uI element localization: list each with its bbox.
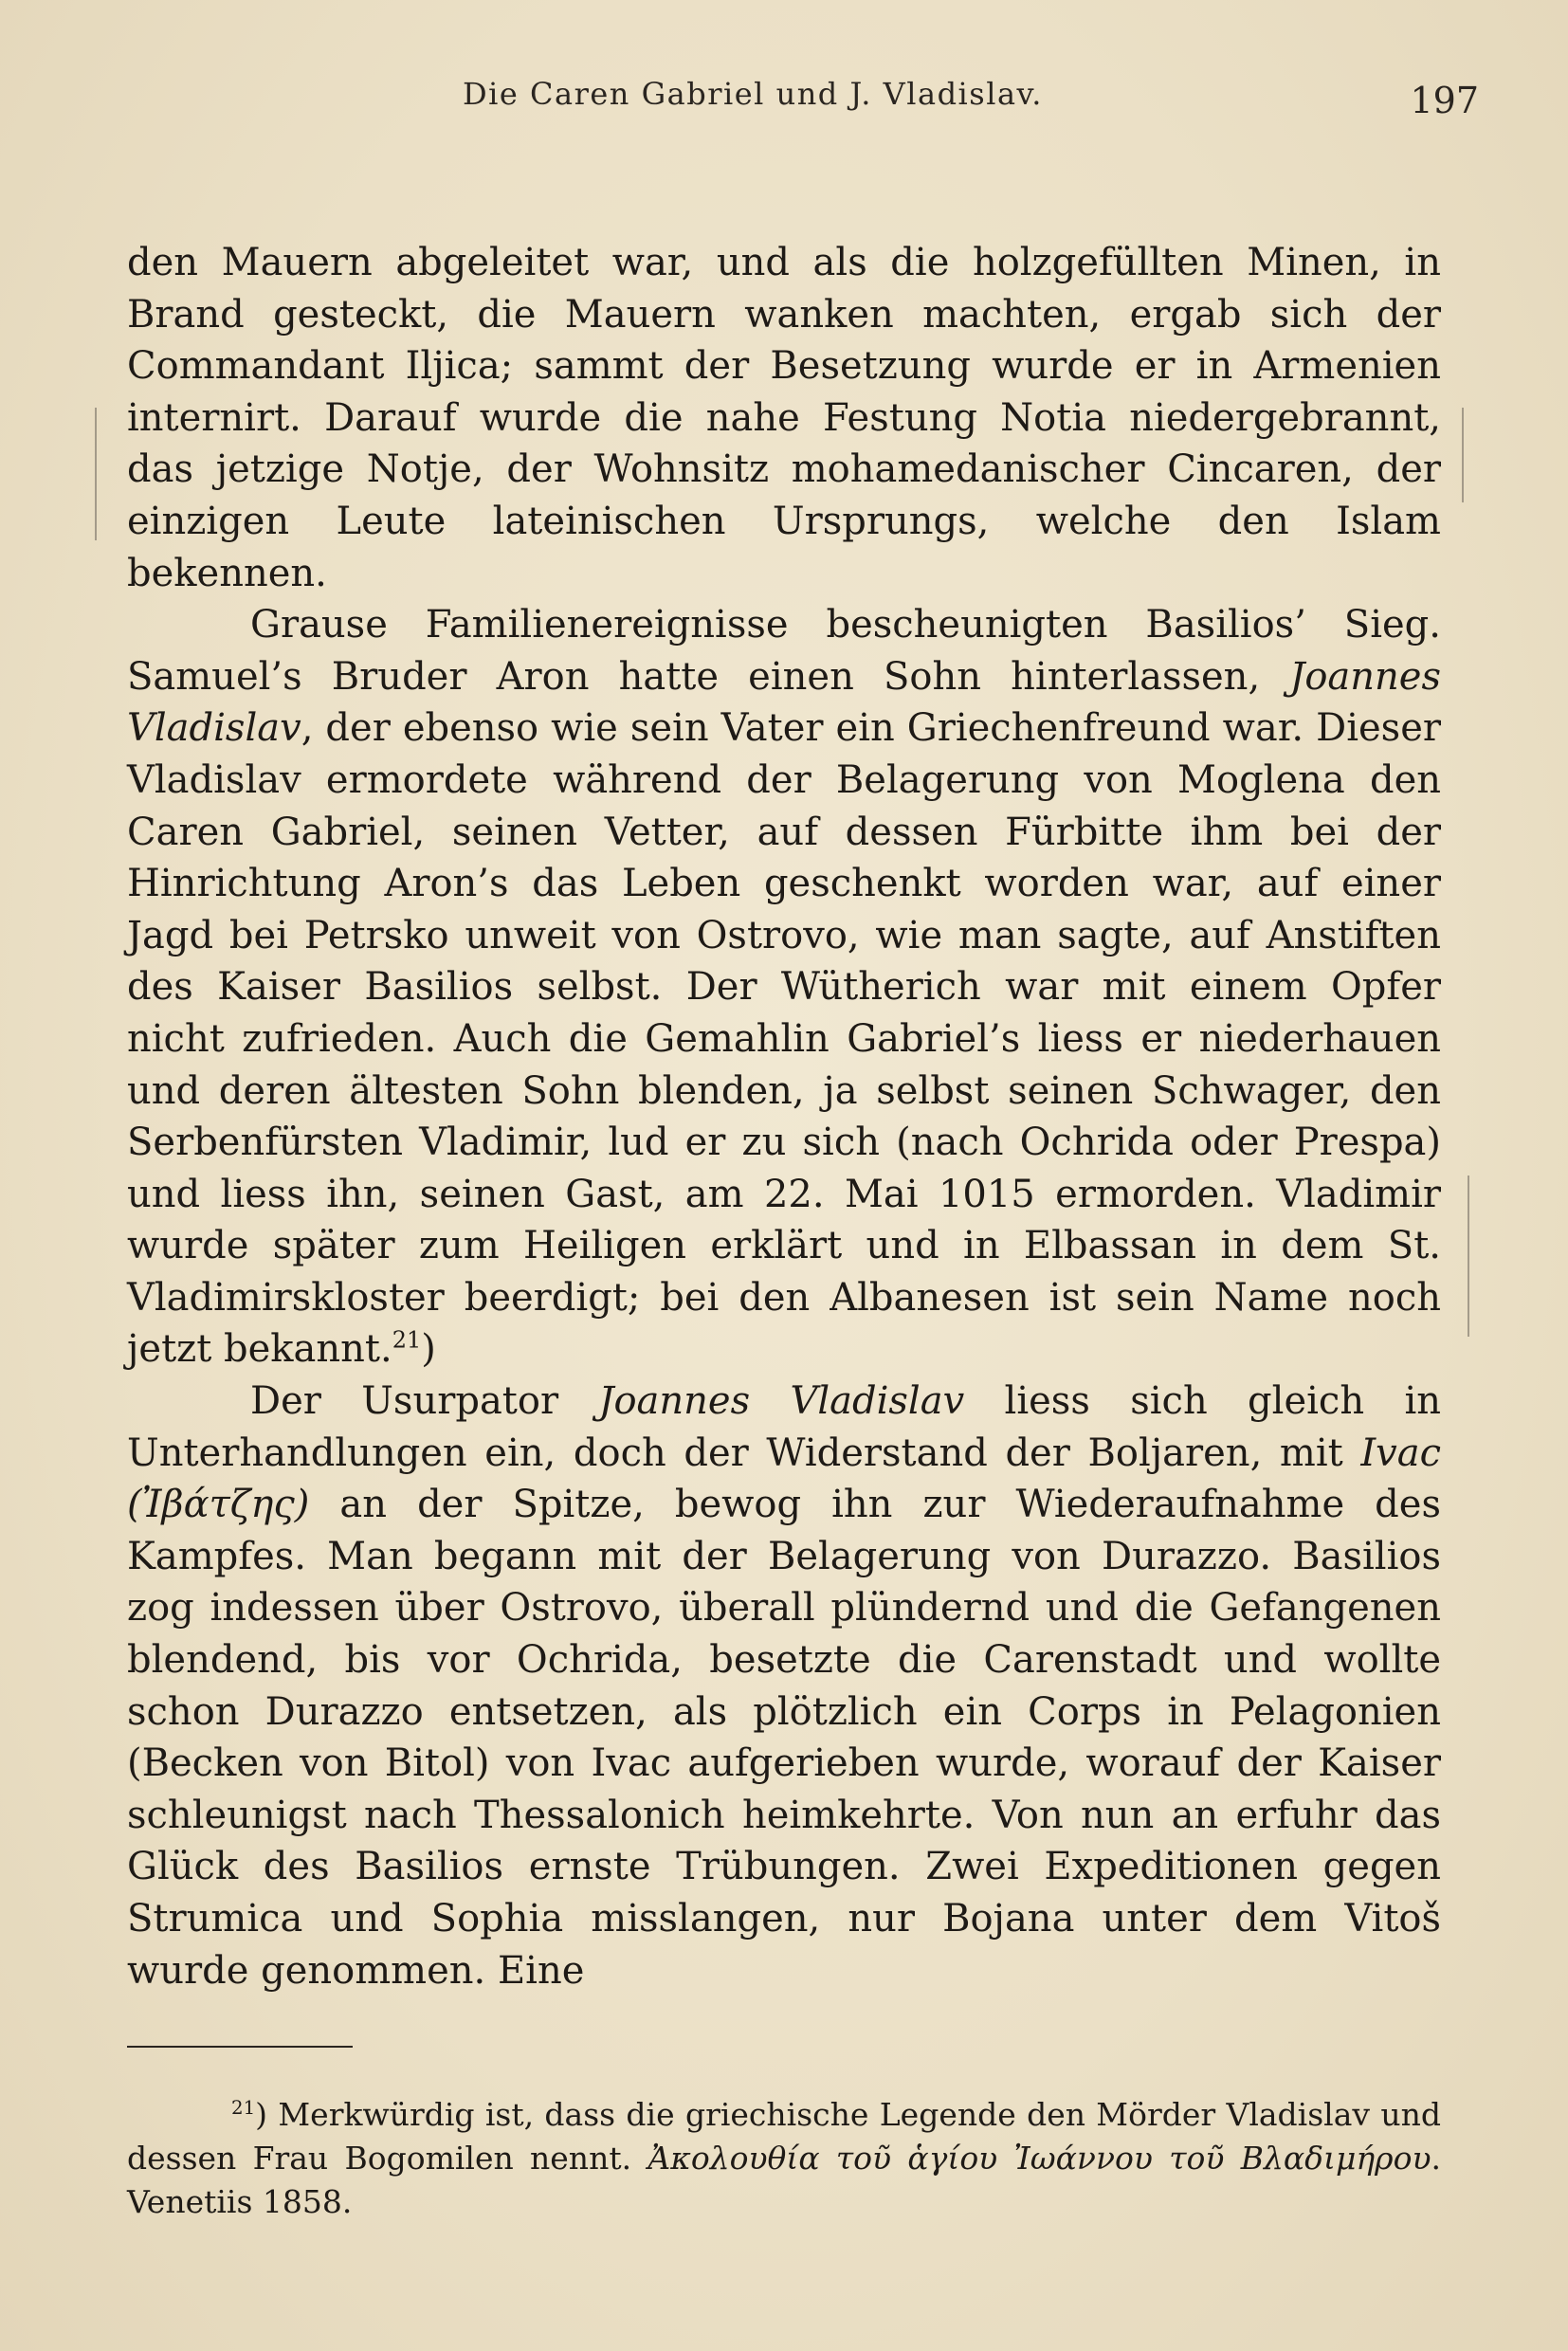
paragraph-3: [127, 1376, 1441, 1996]
paragraph-2-text-a: Grause Familienereignisse bescheunigten Basilios’ Sieg. Samuel’s Bruder Aron hatte einen Sohn hinterlassen,: [127, 603, 1441, 699]
paragraph-2-text-b: , der ebenso wie sein Vater ein Griechenfreund war. Dieser Vladislav ermordete während der Belagerung von Moglena den Caren Gabriel, seinen Vetter, auf dessen Fürbitte ihm bei der Hinrichtung Aron’s das Leben geschenkt worden war, auf einer Jagd bei Petrsko unweit von Ostrovo, wie man sagte, auf Anstiften des Kaiser Basilios selbst. Der Wütherich war mit einem Opfer nicht zufrieden. Auch die Gemahlin Gabriel’s liess er niederhauen und deren ältesten Sohn blenden, ja selbst seinen Schwager, den Serbenfürsten Vladimir, lud er zu sich (nach Ochrida oder Prespa) und liess ihn, seinen Gast, am 22. Mai 1015 ermorden. Vladimir wurde später zum Heiligen erklärt und in Elbassan in dem St. Vladimirskloster beerdigt; bei den Albanesen ist sein Name noch jetzt bekannt.: [127, 706, 1441, 1372]
footnote-greek-title: Ἀκολουθία τοῦ ἁγίου Ἰωάννου τοῦ Βλαδιμήρου: [647, 2140, 1431, 2178]
paragraph-1-text: den Mauern abgeleitet war, und als die holzgefüllten Minen, in Brand gesteckt, die Mauern wanken machten, ergab sich der Commandant Iljica; sammt der Besetzung wurde er in Armenien internirt. Darauf wurde die nahe Festung Notia niedergebrannt, das jetzige Notje, der Wohnsitz mohamedanischer Cincaren, der einzigen Leute lateinischen Ursprungs, welche den Islam bekennen.: [127, 241, 1441, 595]
paragraph-1: [127, 237, 1441, 599]
footnote-paren: ): [255, 2096, 268, 2134]
footnote-divider: [127, 2046, 353, 2048]
running-title: Die Caren Gabriel und J. Vladislav.: [463, 76, 1043, 112]
body-text: [127, 237, 1441, 1996]
paragraph-2: [127, 599, 1441, 1376]
running-header: [123, 76, 1479, 133]
pencil-mark-right-2: [1468, 1176, 1469, 1337]
footnote-reference-paren: ): [421, 1327, 436, 1372]
paragraph-3-text-c: an der Spitze, bewog ihn zur Wiederaufnahme des Kampfes. Man begann mit der Belagerung von Durazzo. Basilios zog indessen über Ostrovo, überall plündernd und die Gefangenen blendend, bis vor Ochrida, besetzte die Carenstadt und wollte schon Durazzo entsetzen, als plötzlich ein Corps in Pelagonien (Becken von Bitol) von Ivac aufgerieben wurde, worauf der Kaiser schleunigst nach Thessalonich heimkehrte. Von nun an erfuhr das Glück des Basilios ernste Trübungen. Zwei Expeditionen gegen Strumica und Sophia misslangen, nur Bojana unter dem Vitoš wurde genommen. Eine: [127, 1483, 1441, 1993]
footnote: [127, 2093, 1441, 2224]
footnote-text-b: . Venetiis 1858.: [127, 2140, 1442, 2221]
name-ivac-greek: (Ἰβάτζης): [127, 1483, 310, 1527]
footnote-reference: 21: [392, 1327, 422, 1355]
paragraph-3-text-b: liess sich gleich in Unterhandlungen ein, doch der Widerstand der Boljaren, mit: [127, 1379, 1441, 1475]
page-number: 197: [1410, 80, 1479, 121]
footnote-text-a: Merkwürdig ist, dass die griechische Legende den Mörder Vladislav und dessen Frau Bogomilen nennt.: [127, 2096, 1441, 2178]
name-joannes-vladislav-2: Joannes Vladislav: [598, 1379, 965, 1424]
paragraph-3-text-a: Der Usurpator: [250, 1379, 599, 1424]
name-ivac: Ivac: [1360, 1431, 1441, 1475]
pencil-mark-right-1: [1462, 408, 1464, 502]
footnote-number: 21: [231, 2097, 256, 2120]
pencil-mark-left: [95, 408, 97, 540]
name-joannes-vladislav: Joannes Vladislav: [127, 654, 1441, 751]
book-page: [123, 76, 1479, 2294]
